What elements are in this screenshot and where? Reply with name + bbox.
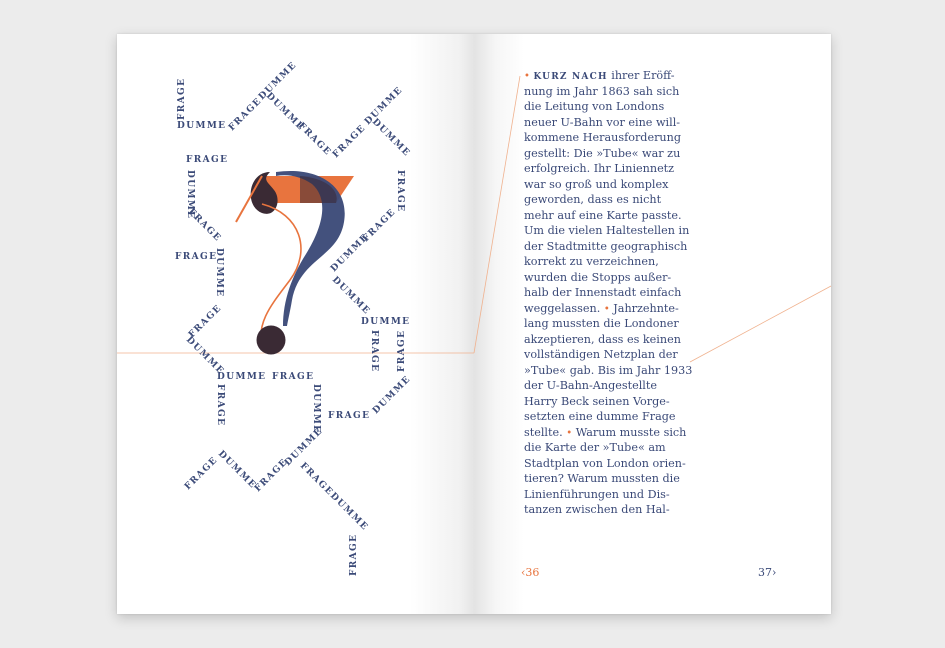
word-dumme: DUMME <box>363 85 406 128</box>
text-line: »Tube« gab. Bis im Jahr 1933 <box>524 363 693 377</box>
text-line: korrekt zu verzeichnen, <box>524 255 659 268</box>
word-frage: FRAGE <box>397 329 407 372</box>
text-line: setzten eine dumme Frage <box>524 410 676 423</box>
word-frage: FRAGE <box>215 384 225 427</box>
word-frage: FRAGE <box>177 77 187 120</box>
text-line <box>524 68 714 84</box>
text-line: Linienführungen und Dis- <box>524 487 670 501</box>
word-frage: FRAGE <box>297 461 335 499</box>
text-line: akzeptieren, dass es keinen <box>524 332 681 346</box>
word-frage: FRAGE <box>253 457 291 495</box>
word-dumme: DUMME <box>329 232 372 275</box>
text-line: die Karte der »Tube« am <box>524 441 666 454</box>
text-line: mehr auf eine Karte passte. <box>524 208 682 222</box>
word-dumme: DUMME <box>369 117 412 160</box>
page-number-left: ‹36 <box>521 566 540 579</box>
text-line: gestellt: Die »Tube« war zu <box>524 146 681 160</box>
word-dumme: DUMME <box>329 275 372 318</box>
text-line: vollständigen Netzplan der <box>524 348 678 361</box>
text-span: stellte. <box>524 425 563 439</box>
text-line: war so groß und komplex <box>524 177 669 191</box>
word-dumme: DUMME <box>311 384 321 434</box>
word-frage: FRAGE <box>227 96 265 134</box>
text-line: neuer U-Bahn vor eine will- <box>524 115 681 129</box>
word-frage: FRAGE <box>369 330 379 373</box>
lead-in: KURZ NACH <box>533 72 608 82</box>
word-frage: FRAGE <box>328 411 371 421</box>
text-line: Um die vielen Haltestellen in <box>524 224 690 237</box>
word-frage: FRAGE <box>186 155 229 165</box>
word-dumme: DUMME <box>215 449 258 492</box>
page-number-right: 37› <box>758 566 777 579</box>
word-dumme: DUMME <box>177 121 227 131</box>
text-line <box>524 301 714 317</box>
word-dumme: DUMME <box>361 317 411 327</box>
word-dumme: DUMME <box>283 426 326 469</box>
word-frage: FRAGE <box>361 207 399 245</box>
text-line: tieren? Warum mussten die <box>524 472 680 485</box>
text-span: Warum musste sich <box>575 425 687 439</box>
body-text <box>524 68 714 518</box>
bullet-icon: • <box>603 303 610 315</box>
text-line: Stadtplan von London orien- <box>524 456 686 470</box>
word-dumme: DUMME <box>185 170 195 220</box>
text-line: kommene Herausforderung <box>524 131 682 144</box>
text-line: Harry Beck seinen Vorge- <box>524 394 670 408</box>
word-frage: FRAGE <box>349 533 359 576</box>
word-frage: FRAGE <box>183 455 221 493</box>
text-line: halb der Innenstadt einfach <box>524 286 682 299</box>
text-line <box>524 425 714 441</box>
text-line: der Stadtmitte geographisch <box>524 239 688 253</box>
text-span: weggelassen. <box>524 301 601 315</box>
word-dumme: DUMME <box>217 372 267 382</box>
word-pattern <box>175 60 413 576</box>
text-line: geworden, dass es nicht <box>524 193 662 206</box>
word-frage: FRAGE <box>395 170 405 213</box>
text-span: ihrer Eröff- <box>611 69 675 82</box>
word-frage: FRAGE <box>331 123 369 161</box>
word-frage: FRAGE <box>295 121 333 159</box>
word-dumme: DUMME <box>327 491 370 534</box>
text-line: der U-Bahn-Angestellte <box>524 379 657 392</box>
word-frage: FRAGE <box>187 303 225 341</box>
bullet-icon: • <box>524 71 530 82</box>
word-dumme: DUMME <box>371 374 414 417</box>
word-dumme: DUMME <box>183 335 226 378</box>
text-span: Jahrzehnte- <box>613 301 679 315</box>
text-line: erfolgreich. Ihr Liniennetz <box>524 162 675 175</box>
text-line: wurden die Stopps außer- <box>524 270 672 284</box>
text-line: tanzen zwischen den Hal- <box>524 503 670 516</box>
word-frage: FRAGE <box>185 207 223 245</box>
text-line: lang mussten die Londoner <box>524 317 679 330</box>
word-dumme: DUMME <box>263 91 306 134</box>
word-frage: FRAGE <box>175 252 218 262</box>
word-frage: FRAGE <box>272 372 315 382</box>
bullet-icon: • <box>566 427 573 439</box>
word-dumme: DUMME <box>257 60 300 103</box>
word-dumme: DUMME <box>214 248 224 298</box>
text-line: die Leitung von Londons <box>524 100 665 113</box>
text-line: nung im Jahr 1863 sah sich <box>524 84 680 98</box>
